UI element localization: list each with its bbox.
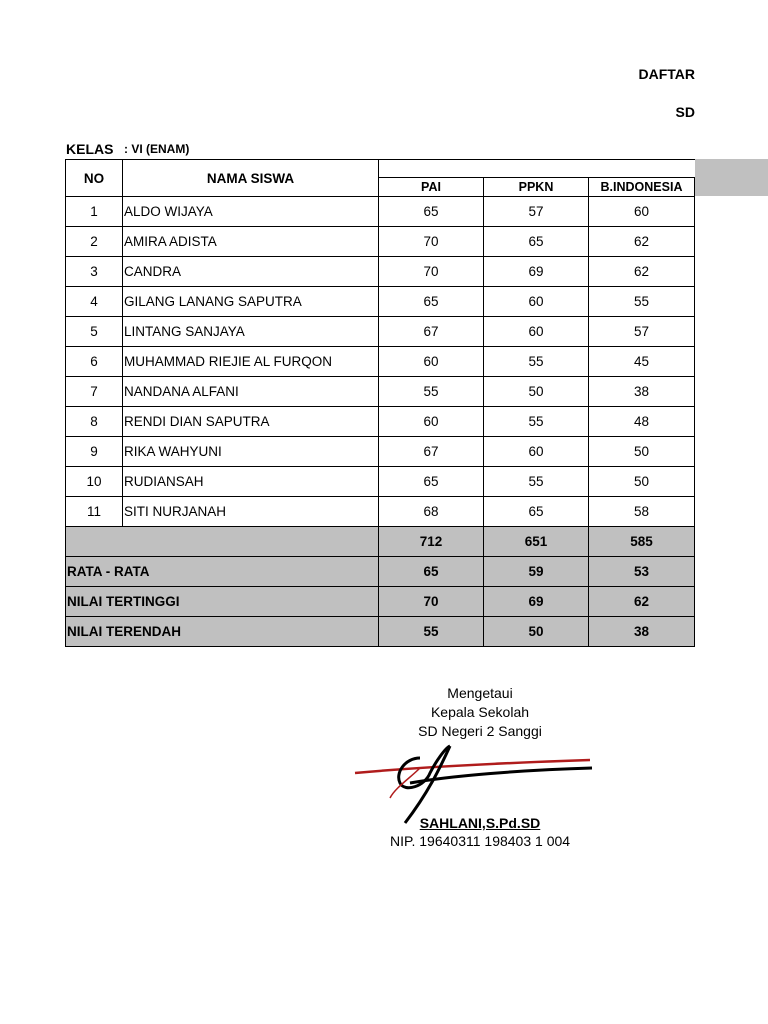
score-bindonesia: 62 (589, 227, 695, 257)
summary-pai: 65 (379, 557, 484, 587)
row-number: 1 (66, 197, 123, 227)
score-ppkn: 69 (484, 257, 589, 287)
score-ppkn: 55 (484, 467, 589, 497)
score-pai: 67 (379, 317, 484, 347)
score-ppkn: 60 (484, 317, 589, 347)
table-row (66, 257, 695, 287)
row-number: 11 (66, 497, 123, 527)
score-pai: 60 (379, 407, 484, 437)
table-row (66, 437, 695, 467)
summary-ppkn: 59 (484, 557, 589, 587)
grades-table (65, 159, 695, 647)
score-bindonesia: 57 (589, 317, 695, 347)
student-name: RUDIANSAH (123, 467, 379, 497)
score-ppkn: 57 (484, 197, 589, 227)
score-ppkn: 55 (484, 347, 589, 377)
col-header-pai: PAI (379, 178, 484, 197)
row-number: 4 (66, 287, 123, 317)
row-number: 6 (66, 347, 123, 377)
summary-row (66, 617, 695, 647)
table-row (66, 407, 695, 437)
table-row (66, 227, 695, 257)
summary-label: NILAI TERTINGGI (66, 587, 379, 617)
summary-pai: 70 (379, 587, 484, 617)
table-row (66, 317, 695, 347)
table-row (66, 467, 695, 497)
score-pai: 65 (379, 287, 484, 317)
shaded-cell-decoration (695, 159, 768, 196)
subject-group-header (379, 160, 695, 178)
score-bindonesia: 50 (589, 437, 695, 467)
score-ppkn: 60 (484, 437, 589, 467)
signature-line-position: Kepala Sekolah (430, 704, 530, 720)
signature-line-school: SD Negeri 2 Sanggi (418, 723, 542, 739)
summary-ppkn: 50 (484, 617, 589, 647)
principal-name: SAHLANI,S.Pd.SD (419, 815, 541, 831)
score-bindonesia: 55 (589, 287, 695, 317)
student-name: MUHAMMAD RIEJIE AL FURQON (123, 347, 379, 377)
student-rows (66, 197, 695, 527)
kelas-label: KELAS (66, 141, 114, 157)
row-number: 7 (66, 377, 123, 407)
score-pai: 55 (379, 377, 484, 407)
score-pai: 68 (379, 497, 484, 527)
total-bindonesia: 585 (589, 527, 695, 557)
summary-label: RATA - RATA (66, 557, 379, 587)
score-bindonesia: 60 (589, 197, 695, 227)
totals-row (66, 527, 695, 557)
student-name: NANDANA ALFANI (123, 377, 379, 407)
score-bindonesia: 50 (589, 467, 695, 497)
score-bindonesia: 38 (589, 377, 695, 407)
totals-label-cell (66, 527, 379, 557)
table-row (66, 497, 695, 527)
score-pai: 65 (379, 467, 484, 497)
summary-pai: 55 (379, 617, 484, 647)
student-name: RIKA WAHYUNI (123, 437, 379, 467)
total-pai: 712 (379, 527, 484, 557)
summary-label: NILAI TERENDAH (66, 617, 379, 647)
score-pai: 70 (379, 227, 484, 257)
score-bindonesia: 58 (589, 497, 695, 527)
score-pai: 60 (379, 347, 484, 377)
score-pai: 65 (379, 197, 484, 227)
col-header-bindonesia: B.INDONESIA (589, 178, 695, 197)
student-name: SITI NURJANAH (123, 497, 379, 527)
score-bindonesia: 48 (589, 407, 695, 437)
score-pai: 70 (379, 257, 484, 287)
row-number: 5 (66, 317, 123, 347)
col-header-ppkn: PPKN (484, 178, 589, 197)
score-ppkn: 65 (484, 227, 589, 257)
score-bindonesia: 62 (589, 257, 695, 287)
row-number: 3 (66, 257, 123, 287)
student-name: GILANG LANANG SAPUTRA (123, 287, 379, 317)
principal-nip: NIP. 19640311 198403 1 004 (389, 833, 571, 849)
summary-bindonesia: 62 (589, 587, 695, 617)
document-title-line2: SD (675, 104, 695, 120)
summary-ppkn: 69 (484, 587, 589, 617)
table-row (66, 377, 695, 407)
row-number: 9 (66, 437, 123, 467)
summary-bindonesia: 53 (589, 557, 695, 587)
document-title-line1: DAFTAR (638, 66, 695, 82)
score-bindonesia: 45 (589, 347, 695, 377)
summary-row (66, 587, 695, 617)
student-name: ALDO WIJAYA (123, 197, 379, 227)
table-row (66, 197, 695, 227)
score-ppkn: 55 (484, 407, 589, 437)
table-row (66, 347, 695, 377)
summary-row (66, 557, 695, 587)
table-row (66, 287, 695, 317)
score-pai: 67 (379, 437, 484, 467)
row-number: 2 (66, 227, 123, 257)
student-name: LINTANG SANJAYA (123, 317, 379, 347)
student-name: RENDI DIAN SAPUTRA (123, 407, 379, 437)
col-header-name: NAMA SISWA (123, 160, 379, 197)
student-name: CANDRA (123, 257, 379, 287)
score-ppkn: 65 (484, 497, 589, 527)
row-number: 10 (66, 467, 123, 497)
summary-bindonesia: 38 (589, 617, 695, 647)
score-ppkn: 50 (484, 377, 589, 407)
score-ppkn: 60 (484, 287, 589, 317)
col-header-no: NO (66, 160, 123, 197)
signature-line-acknowledge: Mengetaui (447, 685, 513, 701)
total-ppkn: 651 (484, 527, 589, 557)
kelas-value: : VI (ENAM) (124, 142, 190, 156)
row-number: 8 (66, 407, 123, 437)
student-name: AMIRA ADISTA (123, 227, 379, 257)
